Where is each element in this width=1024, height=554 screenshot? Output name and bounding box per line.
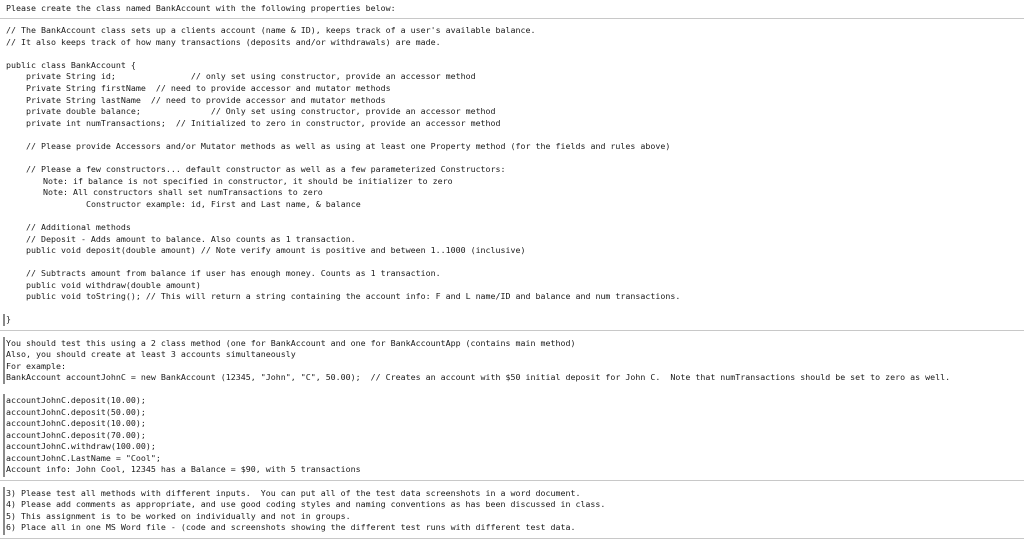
code-example-line: accountJohnC.deposit(50.00);: [6, 407, 146, 417]
code-example-line: accountJohnC.deposit(10.00);: [6, 418, 146, 428]
text-margin-bar: [3, 394, 5, 477]
code-example-line: accountJohnC.LastName = "Cool";: [6, 453, 161, 463]
section-divider: [0, 480, 1024, 481]
section-divider: [0, 18, 1024, 19]
field-line: private int numTransactions; // Initialized to zero in constructor, provide an accessor method: [26, 118, 501, 128]
field-line: private double balance; // Only set using constructor, provide an accessor method: [26, 106, 496, 116]
field-line: private String id; // only set using constructor, provide an accessor method: [26, 71, 476, 81]
constructor-example: Constructor example: id, First and Last name, & balance: [86, 199, 361, 209]
requirement-item: 5) This assignment is to be worked on individually and not in groups.: [6, 511, 351, 521]
code-example-line: accountJohnC.deposit(70.00);: [6, 430, 146, 440]
constructors-comment: // Please a few constructors... default constructor as well as a few parameterized Constructors:: [26, 164, 506, 174]
field-line: Private String firstName // need to provide accessor and mutator methods: [26, 83, 391, 93]
section-divider: [0, 538, 1024, 539]
requirement-item: 3) Please test all methods with different inputs. You can put all of the test data screenshots in a word document.: [6, 488, 581, 498]
section-divider: [0, 330, 1024, 331]
class-close: }: [6, 314, 11, 324]
text-margin-bar: [3, 337, 5, 384]
test-instruction: You should test this using a 2 class method (one for BankAccount and one for BankAccountApp (contains main method): [6, 338, 576, 348]
deposit-method: public void deposit(double amount) // Note verify amount is positive and between 1..1000 (inclusive): [26, 245, 526, 255]
field-line: Private String lastName // need to provide accessor and mutator methods: [26, 95, 386, 105]
withdraw-comment: // Subtracts amount from balance if user has enough money. Counts as 1 transaction.: [26, 268, 441, 278]
requirement-item: 4) Please add comments as appropriate, and use good coding styles and naming conventions as has been discussed in class.: [6, 499, 606, 509]
intro-comment: // It also keeps track of how many transactions (deposits and/or withdrawals) are made.: [6, 37, 441, 47]
text-margin-bar: [3, 314, 5, 326]
additional-methods-comment: // Additional methods: [26, 222, 131, 232]
assignment-heading: Please create the class named BankAccount with the following properties below:: [6, 3, 396, 13]
intro-comment: // The BankAccount class sets up a clients account (name & ID), keeps track of a user's available balance.: [6, 25, 536, 35]
text-margin-bar: [3, 487, 5, 535]
test-instruction: For example:: [6, 361, 66, 371]
constructor-usage-example: BankAccount accountJohnC = new BankAccount (12345, "John", "C", 50.00); // Creates an account with $50 initial deposit for John C. Note that numTransactions should be set to zero as well.: [6, 372, 951, 382]
accessor-note: // Please provide Accessors and/or Mutator methods as well as using at least one Property method (for the fields and rules above): [26, 141, 671, 151]
account-info-output: Account info: John Cool, 12345 has a Balance = $90, with 5 transactions: [6, 464, 361, 474]
constructor-note: Note: All constructors shall set numTransactions to zero: [43, 187, 323, 197]
constructor-note: Note: if balance is not specified in constructor, it should be initializer to zero: [43, 176, 453, 186]
code-example-line: accountJohnC.withdraw(100.00);: [6, 441, 156, 451]
test-instruction: Also, you should create at least 3 accounts simultaneously: [6, 349, 296, 359]
class-header: public class BankAccount {: [6, 60, 136, 70]
tostring-method: public void toString(); // This will return a string containing the account info: F and L name/ID and balance and num transactions.: [26, 291, 681, 301]
requirement-item: 6) Place all in one MS Word file - (code and screenshots showing the different test runs with different test data.: [6, 522, 576, 532]
code-example-line: accountJohnC.deposit(10.00);: [6, 395, 146, 405]
withdraw-method: public void withdraw(double amount): [26, 280, 201, 290]
deposit-comment: // Deposit - Adds amount to balance. Also counts as 1 transaction.: [26, 234, 356, 244]
